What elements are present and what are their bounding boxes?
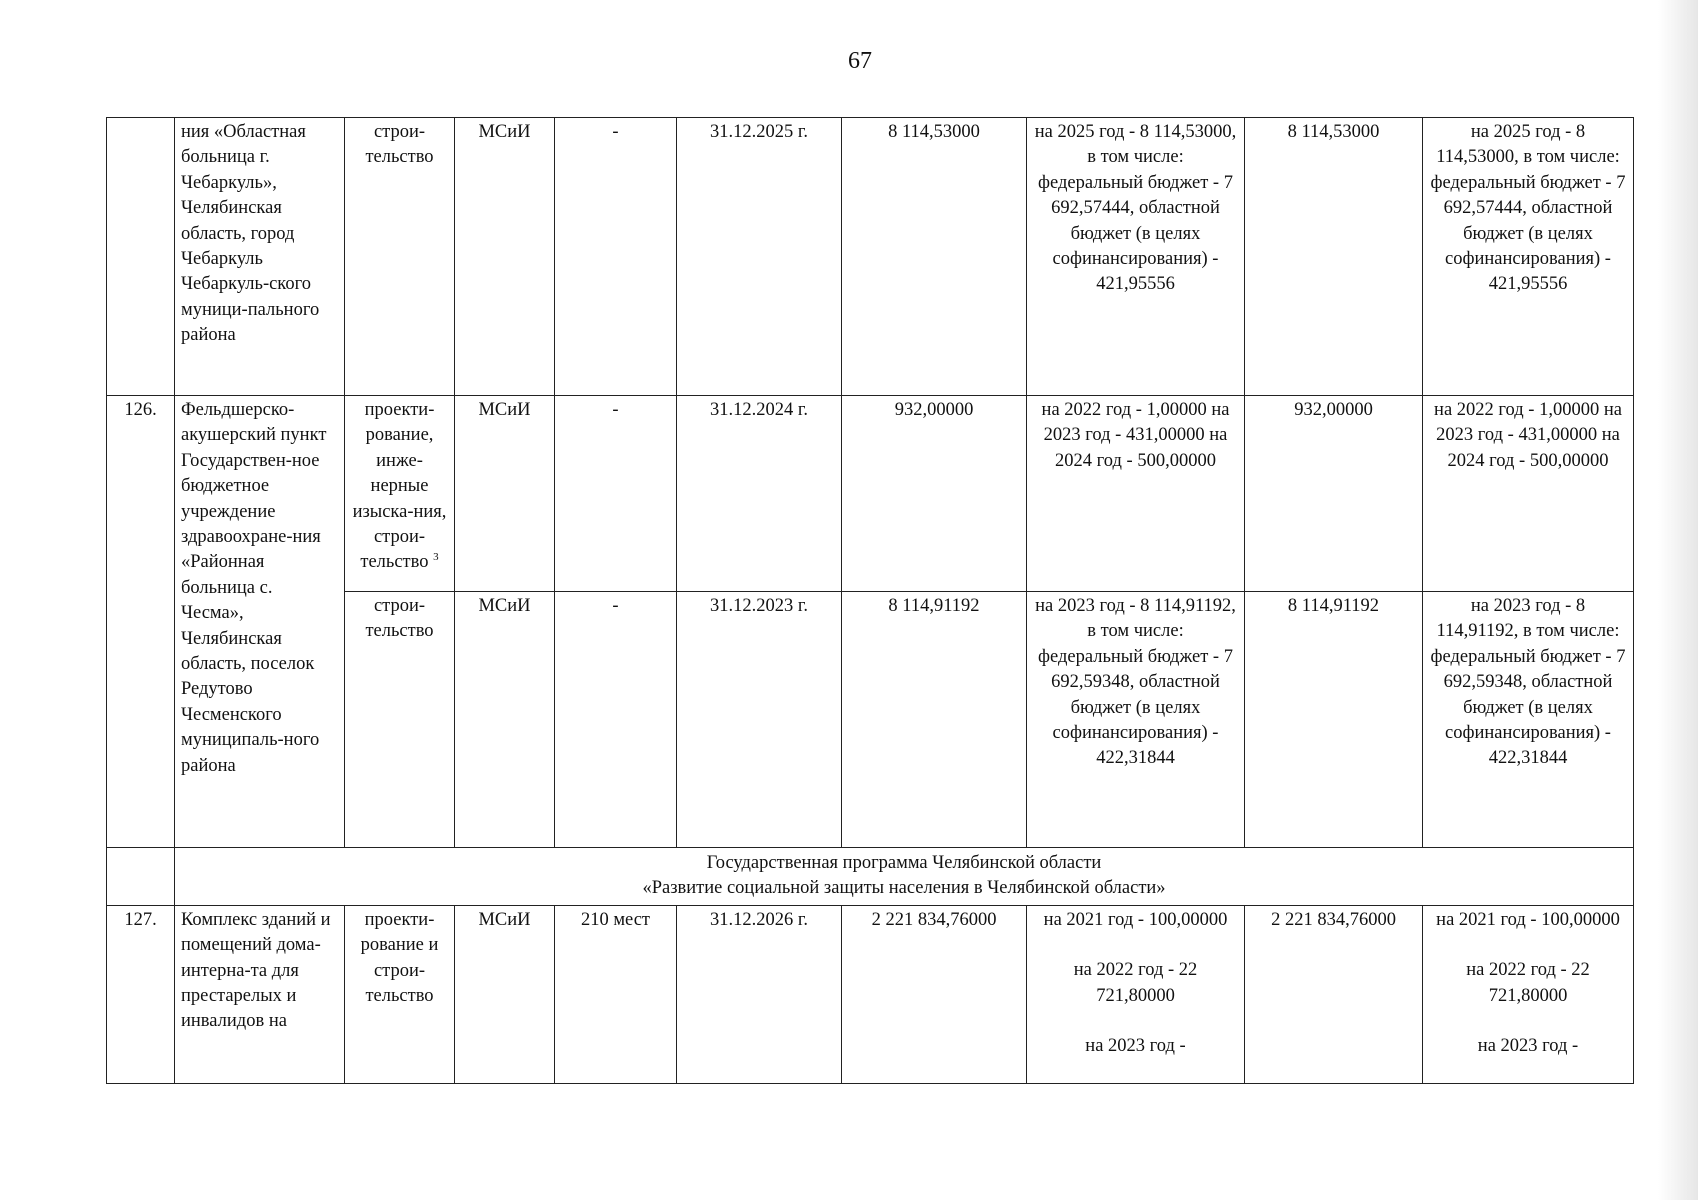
- customer-cell: МСиИ: [455, 396, 555, 592]
- deadline-cell: 31.12.2024 г.: [677, 396, 842, 592]
- row-number-cell: 126.: [107, 396, 175, 848]
- financing2-cell: на 2022 год - 1,00000 на 2023 год - 431,00000 на 2024 год - 500,00000: [1423, 396, 1634, 592]
- deadline-cell: 31.12.2023 г.: [677, 592, 842, 848]
- table-row: [107, 118, 1634, 396]
- financing-cell: на 2023 год - 8 114,91192, в том числе: федеральный бюджет - 7 692,59348, областной бюджет (в целях софинансирования) - 422,31844: [1027, 592, 1245, 848]
- capacity-cell: 210 мест: [555, 905, 677, 1083]
- financing-cell: на 2022 год - 1,00000 на 2023 год - 431,00000 на 2024 год - 500,00000: [1027, 396, 1245, 592]
- program-heading-row: [107, 848, 1634, 906]
- construction-objects-table: [106, 117, 1634, 1084]
- financing-2021: на 2021 год - 100,00000: [1043, 909, 1228, 930]
- cost2-cell: 8 114,91192: [1245, 592, 1423, 848]
- financing2-cell: на 2023 год - 8 114,91192, в том числе: федеральный бюджет - 7 692,59348, областной бюджет (в целях софинансирования) - 422,31844: [1423, 592, 1634, 848]
- financing-2022: на 2022 год - 22 721,80000: [1073, 960, 1198, 1006]
- table-row: [107, 396, 1634, 592]
- financing2-cell: на 2025 год - 8 114,53000, в том числе: федеральный бюджет - 7 692,57444, областной бюджет (в целях софинансирования) - 421,95556: [1423, 118, 1634, 396]
- deadline-cell: 31.12.2025 г.: [677, 118, 842, 396]
- financing-cell: [1027, 905, 1245, 1083]
- object-name-cell: Комплекс зданий и помещений дома-интерна-та для престарелых и инвалидов на: [175, 905, 345, 1083]
- financing2-cell: [1423, 905, 1634, 1083]
- work-type-cell: строи-тельство: [345, 118, 455, 396]
- cost2-cell: 932,00000: [1245, 396, 1423, 592]
- cost2-cell: 2 221 834,76000: [1245, 905, 1423, 1083]
- work-type-text: проекти-рование, инже-нерные изыска-ния, строи-тельство: [352, 400, 447, 573]
- customer-cell: МСиИ: [455, 905, 555, 1083]
- cost-cell: 8 114,91192: [842, 592, 1027, 848]
- program-subtitle: «Развитие социальной защиты населения в Челябинской области»: [642, 878, 1166, 899]
- row-number-cell: 127.: [107, 905, 175, 1083]
- deadline-cell: 31.12.2026 г.: [677, 905, 842, 1083]
- work-type-cell: строи-тельство: [345, 592, 455, 848]
- customer-cell: МСиИ: [455, 592, 555, 848]
- object-name-cell: ния «Областная больница г. Чебаркуль», Челябинская область, город Чебаркуль Чебаркуль-ского муници-пального района: [175, 118, 345, 396]
- page-number: 67: [848, 48, 872, 74]
- scan-edge: [1658, 0, 1698, 1200]
- financing2-2021: на 2021 год - 100,00000: [1436, 909, 1620, 930]
- financing-2023: на 2023 год -: [1085, 1036, 1186, 1057]
- financing2-2022: на 2022 год - 22 721,80000: [1466, 960, 1590, 1006]
- customer-cell: МСиИ: [455, 118, 555, 396]
- object-name-cell: Фельдшерско-акушерский пункт Государствен-ное бюджетное учреждение здравоохране-ния «Районная больница с. Чесма», Челябинская область, поселок Редутово Чесменского муниципаль-ного района: [175, 396, 345, 848]
- capacity-cell: -: [555, 592, 677, 848]
- table-row: [107, 905, 1634, 1083]
- footnote-mark: 3: [433, 551, 439, 564]
- cost2-cell: 8 114,53000: [1245, 118, 1423, 396]
- cost-cell: 2 221 834,76000: [842, 905, 1027, 1083]
- financing-cell: на 2025 год - 8 114,53000, в том числе: федеральный бюджет - 7 692,57444, областной бюджет (в целях софинансирования) - 421,95556: [1027, 118, 1245, 396]
- capacity-cell: -: [555, 396, 677, 592]
- cost-cell: 8 114,53000: [842, 118, 1027, 396]
- work-type-cell: [345, 396, 455, 592]
- row-number-cell: [107, 848, 175, 906]
- capacity-cell: -: [555, 118, 677, 396]
- program-heading: [175, 848, 1634, 906]
- cost-cell: 932,00000: [842, 396, 1027, 592]
- work-type-cell: проекти-рование и строи-тельство: [345, 905, 455, 1083]
- row-number-cell: [107, 118, 175, 396]
- program-title: Государственная программа Челябинской области: [706, 853, 1102, 873]
- financing2-2023: на 2023 год -: [1477, 1036, 1579, 1057]
